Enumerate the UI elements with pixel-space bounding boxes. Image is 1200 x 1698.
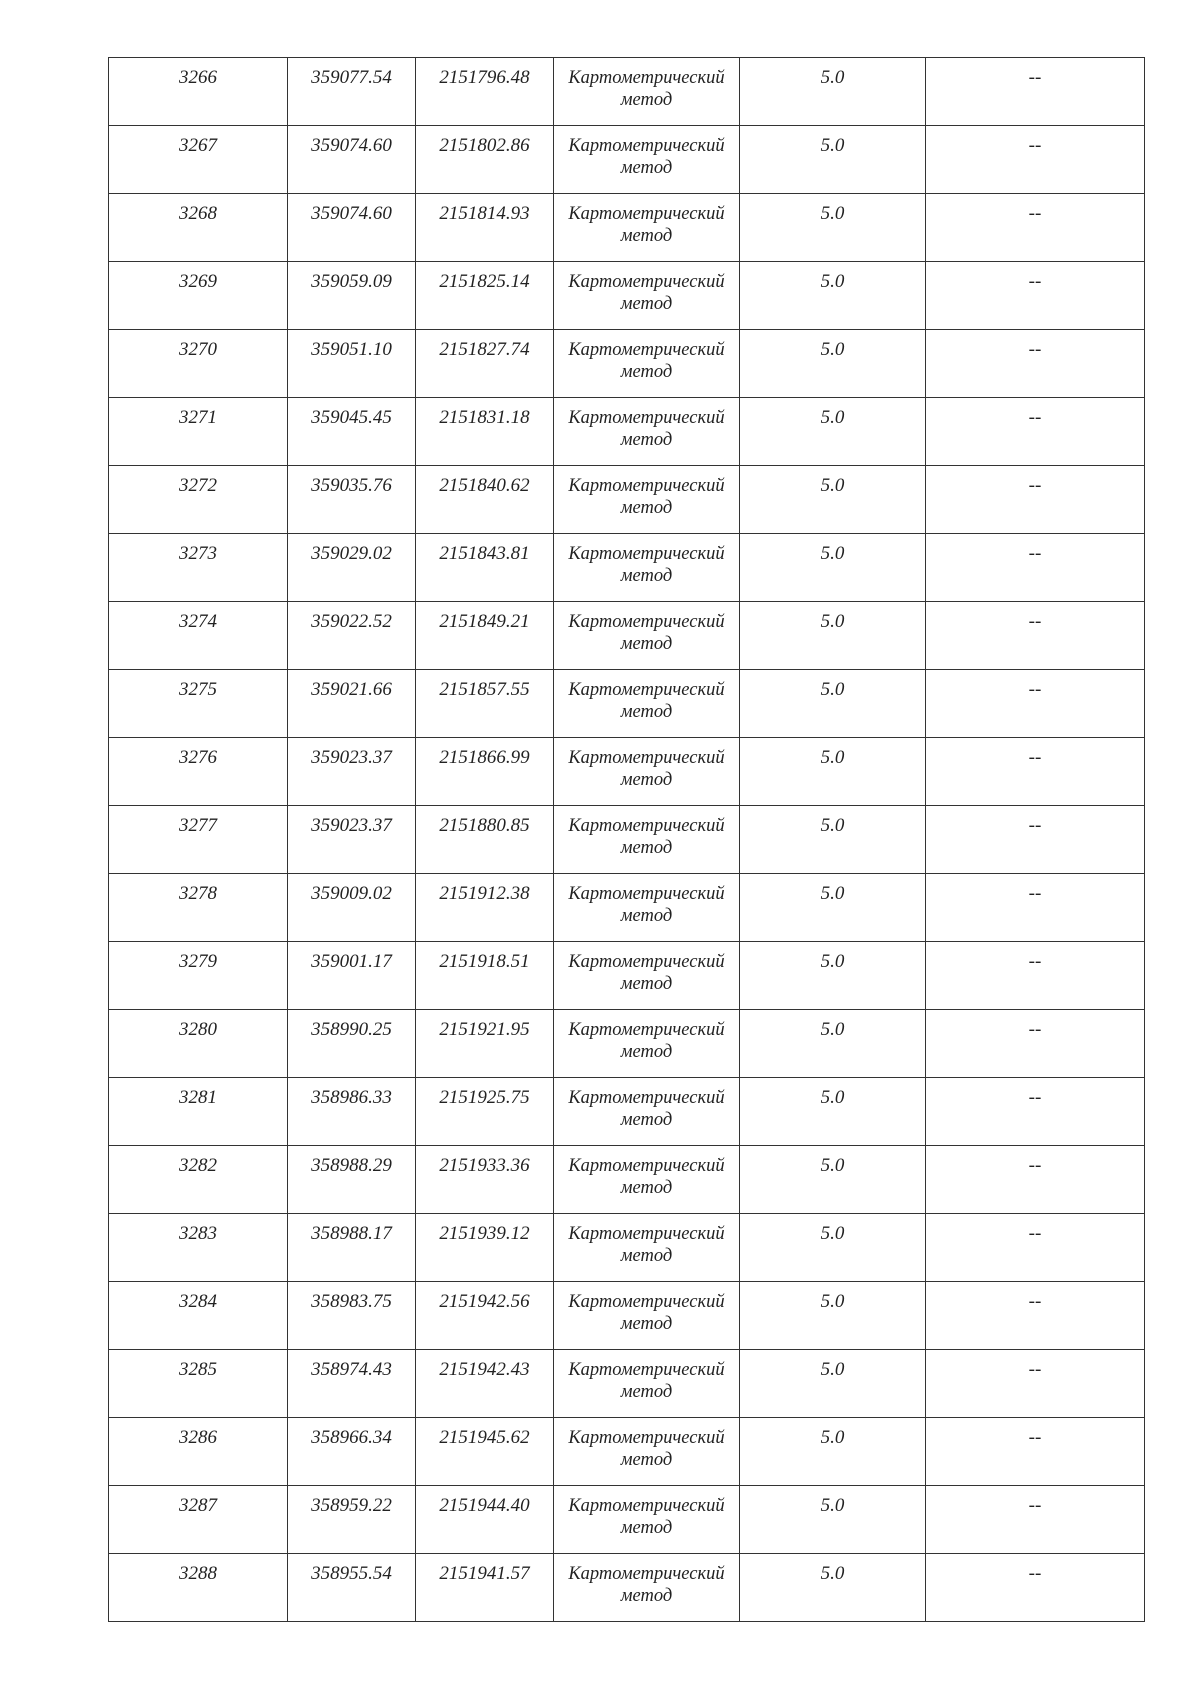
- method-line-1: Картометрический: [568, 408, 725, 428]
- x-coordinate-cell: 359035.76: [288, 466, 416, 534]
- method-line-1: Картометрический: [568, 1088, 725, 1108]
- note-cell: --: [926, 58, 1145, 126]
- method-line-2: метод: [620, 1042, 673, 1062]
- method-line-1: Картометрический: [568, 1428, 725, 1448]
- method-line-2: метод: [620, 566, 673, 586]
- method-line-1: Картометрический: [568, 340, 725, 360]
- x-coordinate-cell: 359059.09: [288, 262, 416, 330]
- x-coordinate-cell: 358974.43: [288, 1350, 416, 1418]
- note-cell: --: [926, 194, 1145, 262]
- x-coordinate-cell: 358955.54: [288, 1554, 416, 1622]
- table-row: [109, 1554, 1145, 1622]
- method-line-2: метод: [620, 294, 673, 314]
- y-coordinate-cell: 2151933.36: [416, 1146, 554, 1214]
- note-cell: --: [926, 738, 1145, 806]
- point-number-cell: 3280: [109, 1010, 288, 1078]
- y-coordinate-cell: 2151939.12: [416, 1214, 554, 1282]
- method-cell: [554, 602, 740, 670]
- note-cell: --: [926, 874, 1145, 942]
- method-line-1: Картометрический: [568, 1496, 725, 1516]
- point-number-cell: 3282: [109, 1146, 288, 1214]
- method-line-2: метод: [620, 1586, 673, 1606]
- y-coordinate-cell: 2151941.57: [416, 1554, 554, 1622]
- y-coordinate-cell: 2151857.55: [416, 670, 554, 738]
- y-coordinate-cell: 2151802.86: [416, 126, 554, 194]
- method-line-1: Картометрический: [568, 204, 725, 224]
- method-line-1: Картометрический: [568, 1292, 725, 1312]
- method-cell: [554, 398, 740, 466]
- method-cell: [554, 466, 740, 534]
- point-number-cell: 3285: [109, 1350, 288, 1418]
- x-coordinate-cell: 359023.37: [288, 806, 416, 874]
- x-coordinate-cell: 358966.34: [288, 1418, 416, 1486]
- method-line-2: метод: [620, 1178, 673, 1198]
- accuracy-cell: 5.0: [740, 670, 926, 738]
- method-line-2: метод: [620, 158, 673, 178]
- method-line-2: метод: [620, 1450, 673, 1470]
- method-line-1: Картометрический: [568, 612, 725, 632]
- x-coordinate-cell: 359074.60: [288, 126, 416, 194]
- method-line-2: метод: [620, 498, 673, 518]
- method-line-1: Картометрический: [568, 1224, 725, 1244]
- x-coordinate-cell: 359051.10: [288, 330, 416, 398]
- x-coordinate-cell: 359029.02: [288, 534, 416, 602]
- method-cell: [554, 1214, 740, 1282]
- note-cell: --: [926, 942, 1145, 1010]
- accuracy-cell: 5.0: [740, 1554, 926, 1622]
- method-line-2: метод: [620, 634, 673, 654]
- point-number-cell: 3271: [109, 398, 288, 466]
- method-line-1: Картометрический: [568, 680, 725, 700]
- point-number-cell: 3279: [109, 942, 288, 1010]
- accuracy-cell: 5.0: [740, 534, 926, 602]
- accuracy-cell: 5.0: [740, 1146, 926, 1214]
- table-row: [109, 942, 1145, 1010]
- method-cell: [554, 738, 740, 806]
- accuracy-cell: 5.0: [740, 1350, 926, 1418]
- x-coordinate-cell: 358986.33: [288, 1078, 416, 1146]
- table-row: [109, 1350, 1145, 1418]
- method-line-1: Картометрический: [568, 816, 725, 836]
- method-line-2: метод: [620, 1246, 673, 1266]
- x-coordinate-cell: 358988.17: [288, 1214, 416, 1282]
- x-coordinate-cell: 359009.02: [288, 874, 416, 942]
- coordinates-table: [108, 57, 1145, 1622]
- method-cell: [554, 1554, 740, 1622]
- point-number-cell: 3273: [109, 534, 288, 602]
- table-row: [109, 738, 1145, 806]
- y-coordinate-cell: 2151918.51: [416, 942, 554, 1010]
- table-row: [109, 194, 1145, 262]
- note-cell: --: [926, 330, 1145, 398]
- x-coordinate-cell: 359022.52: [288, 602, 416, 670]
- method-line-1: Картометрический: [568, 1564, 725, 1584]
- point-number-cell: 3277: [109, 806, 288, 874]
- y-coordinate-cell: 2151814.93: [416, 194, 554, 262]
- y-coordinate-cell: 2151925.75: [416, 1078, 554, 1146]
- accuracy-cell: 5.0: [740, 1486, 926, 1554]
- point-number-cell: 3274: [109, 602, 288, 670]
- y-coordinate-cell: 2151840.62: [416, 466, 554, 534]
- y-coordinate-cell: 2151880.85: [416, 806, 554, 874]
- y-coordinate-cell: 2151827.74: [416, 330, 554, 398]
- table-row: [109, 1078, 1145, 1146]
- method-line-1: Картометрический: [568, 1360, 725, 1380]
- accuracy-cell: 5.0: [740, 942, 926, 1010]
- note-cell: --: [926, 806, 1145, 874]
- coordinates-table-body: [109, 58, 1145, 1622]
- note-cell: --: [926, 1010, 1145, 1078]
- table-row: [109, 534, 1145, 602]
- y-coordinate-cell: 2151796.48: [416, 58, 554, 126]
- y-coordinate-cell: 2151849.21: [416, 602, 554, 670]
- method-line-1: Картометрический: [568, 544, 725, 564]
- note-cell: --: [926, 466, 1145, 534]
- method-cell: [554, 874, 740, 942]
- method-line-1: Картометрический: [568, 136, 725, 156]
- x-coordinate-cell: 358959.22: [288, 1486, 416, 1554]
- point-number-cell: 3268: [109, 194, 288, 262]
- point-number-cell: 3284: [109, 1282, 288, 1350]
- note-cell: --: [926, 1486, 1145, 1554]
- table-row: [109, 262, 1145, 330]
- x-coordinate-cell: 359045.45: [288, 398, 416, 466]
- method-line-1: Картометрический: [568, 272, 725, 292]
- x-coordinate-cell: 358990.25: [288, 1010, 416, 1078]
- point-number-cell: 3278: [109, 874, 288, 942]
- method-line-2: метод: [620, 770, 673, 790]
- accuracy-cell: 5.0: [740, 602, 926, 670]
- accuracy-cell: 5.0: [740, 262, 926, 330]
- method-cell: [554, 194, 740, 262]
- method-line-1: Картометрический: [568, 1020, 725, 1040]
- table-row: [109, 466, 1145, 534]
- method-line-1: Картометрический: [568, 952, 725, 972]
- note-cell: --: [926, 398, 1145, 466]
- y-coordinate-cell: 2151912.38: [416, 874, 554, 942]
- table-row: [109, 670, 1145, 738]
- method-cell: [554, 806, 740, 874]
- table-row: [109, 126, 1145, 194]
- point-number-cell: 3276: [109, 738, 288, 806]
- point-number-cell: 3281: [109, 1078, 288, 1146]
- x-coordinate-cell: 359021.66: [288, 670, 416, 738]
- table-row: [109, 1282, 1145, 1350]
- method-cell: [554, 58, 740, 126]
- method-cell: [554, 330, 740, 398]
- note-cell: --: [926, 670, 1145, 738]
- accuracy-cell: 5.0: [740, 1010, 926, 1078]
- note-cell: --: [926, 262, 1145, 330]
- table-row: [109, 330, 1145, 398]
- y-coordinate-cell: 2151825.14: [416, 262, 554, 330]
- method-cell: [554, 1282, 740, 1350]
- accuracy-cell: 5.0: [740, 1078, 926, 1146]
- accuracy-cell: 5.0: [740, 126, 926, 194]
- table-row: [109, 874, 1145, 942]
- method-cell: [554, 1010, 740, 1078]
- method-line-1: Картометрический: [568, 884, 725, 904]
- point-number-cell: 3267: [109, 126, 288, 194]
- accuracy-cell: 5.0: [740, 466, 926, 534]
- point-number-cell: 3270: [109, 330, 288, 398]
- point-number-cell: 3272: [109, 466, 288, 534]
- method-line-2: метод: [620, 906, 673, 926]
- document-page: [108, 57, 1144, 1622]
- y-coordinate-cell: 2151921.95: [416, 1010, 554, 1078]
- table-row: [109, 1146, 1145, 1214]
- y-coordinate-cell: 2151831.18: [416, 398, 554, 466]
- note-cell: --: [926, 1078, 1145, 1146]
- method-line-1: Картометрический: [568, 748, 725, 768]
- accuracy-cell: 5.0: [740, 1282, 926, 1350]
- method-line-2: метод: [620, 226, 673, 246]
- accuracy-cell: 5.0: [740, 874, 926, 942]
- accuracy-cell: 5.0: [740, 58, 926, 126]
- method-line-2: метод: [620, 1382, 673, 1402]
- method-line-2: метод: [620, 362, 673, 382]
- note-cell: --: [926, 126, 1145, 194]
- x-coordinate-cell: 359074.60: [288, 194, 416, 262]
- table-row: [109, 1486, 1145, 1554]
- y-coordinate-cell: 2151866.99: [416, 738, 554, 806]
- method-line-2: метод: [620, 702, 673, 722]
- method-cell: [554, 1146, 740, 1214]
- accuracy-cell: 5.0: [740, 806, 926, 874]
- note-cell: --: [926, 1146, 1145, 1214]
- table-row: [109, 398, 1145, 466]
- accuracy-cell: 5.0: [740, 1214, 926, 1282]
- point-number-cell: 3287: [109, 1486, 288, 1554]
- method-cell: [554, 1350, 740, 1418]
- point-number-cell: 3269: [109, 262, 288, 330]
- method-cell: [554, 942, 740, 1010]
- y-coordinate-cell: 2151942.43: [416, 1350, 554, 1418]
- method-line-2: метод: [620, 1110, 673, 1130]
- method-line-1: Картометрический: [568, 68, 725, 88]
- y-coordinate-cell: 2151944.40: [416, 1486, 554, 1554]
- x-coordinate-cell: 359023.37: [288, 738, 416, 806]
- method-line-1: Картометрический: [568, 1156, 725, 1176]
- table-row: [109, 1214, 1145, 1282]
- accuracy-cell: 5.0: [740, 330, 926, 398]
- note-cell: --: [926, 1214, 1145, 1282]
- x-coordinate-cell: 359077.54: [288, 58, 416, 126]
- x-coordinate-cell: 358988.29: [288, 1146, 416, 1214]
- note-cell: --: [926, 534, 1145, 602]
- note-cell: --: [926, 1418, 1145, 1486]
- note-cell: --: [926, 602, 1145, 670]
- method-cell: [554, 1486, 740, 1554]
- method-cell: [554, 534, 740, 602]
- x-coordinate-cell: 358983.75: [288, 1282, 416, 1350]
- point-number-cell: 3283: [109, 1214, 288, 1282]
- method-line-2: метод: [620, 1314, 673, 1334]
- point-number-cell: 3275: [109, 670, 288, 738]
- method-cell: [554, 262, 740, 330]
- method-line-2: метод: [620, 90, 673, 110]
- y-coordinate-cell: 2151843.81: [416, 534, 554, 602]
- x-coordinate-cell: 359001.17: [288, 942, 416, 1010]
- note-cell: --: [926, 1282, 1145, 1350]
- method-cell: [554, 1078, 740, 1146]
- accuracy-cell: 5.0: [740, 738, 926, 806]
- note-cell: --: [926, 1554, 1145, 1622]
- table-row: [109, 602, 1145, 670]
- method-cell: [554, 1418, 740, 1486]
- table-row: [109, 58, 1145, 126]
- accuracy-cell: 5.0: [740, 398, 926, 466]
- method-line-2: метод: [620, 838, 673, 858]
- method-cell: [554, 670, 740, 738]
- y-coordinate-cell: 2151942.56: [416, 1282, 554, 1350]
- table-row: [109, 1010, 1145, 1078]
- point-number-cell: 3286: [109, 1418, 288, 1486]
- point-number-cell: 3288: [109, 1554, 288, 1622]
- y-coordinate-cell: 2151945.62: [416, 1418, 554, 1486]
- method-cell: [554, 126, 740, 194]
- accuracy-cell: 5.0: [740, 1418, 926, 1486]
- accuracy-cell: 5.0: [740, 194, 926, 262]
- point-number-cell: 3266: [109, 58, 288, 126]
- table-row: [109, 1418, 1145, 1486]
- method-line-2: метод: [620, 430, 673, 450]
- note-cell: --: [926, 1350, 1145, 1418]
- method-line-2: метод: [620, 1518, 673, 1538]
- method-line-2: метод: [620, 974, 673, 994]
- method-line-1: Картометрический: [568, 476, 725, 496]
- table-row: [109, 806, 1145, 874]
